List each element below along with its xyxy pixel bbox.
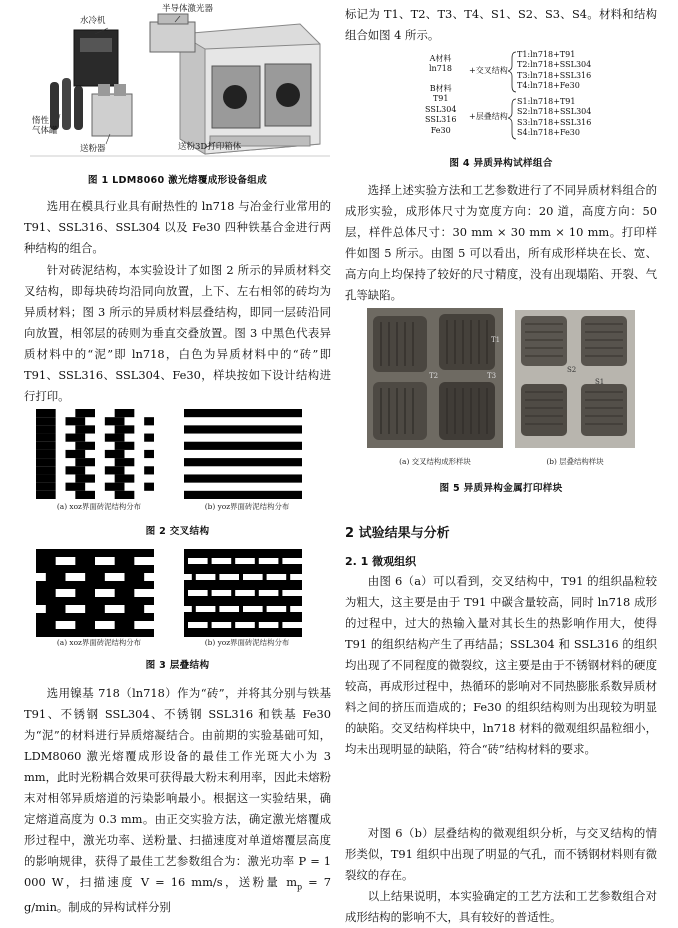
right-paragraph-0: 标记为 T1、T2、T3、T4、S1、S2、S3、S4。材料和结构组合如图 4 所示。 [345,7,657,42]
brick [36,450,56,458]
brick [144,434,154,442]
cross-item: T3:ln718+SSL316 [517,70,592,80]
brick [36,417,56,425]
brick [259,590,279,596]
brick [235,622,255,628]
brick [66,483,86,491]
brick [184,574,192,580]
brick [144,417,154,425]
stripe [184,458,302,466]
stack-structure-label: +层叠结构 [469,112,508,121]
brick [144,450,154,458]
brick [125,573,145,581]
brick [235,590,255,596]
mark-s2: S2 [567,366,577,374]
figure-2b-pattern [184,409,302,499]
stripe [184,409,302,417]
brick [196,606,216,612]
brick [115,474,135,482]
brick [36,491,56,499]
figure-3a-pattern [36,549,154,637]
brick [85,573,105,581]
stripe [184,425,302,433]
mark-t1: T1 [491,336,501,344]
figure-3b-pattern [184,549,302,637]
brick [36,458,56,466]
brick [36,557,56,565]
brick [267,606,287,612]
brick [36,466,56,474]
brick [290,606,302,612]
cross-item: T1:ln718+T91 [517,50,576,59]
brick [36,409,56,417]
brick [115,557,135,565]
brick [36,474,56,482]
stripe [184,442,302,450]
left-paragraph-3-body: 选用镍基 718（ln718）作为“砖”，并将其分别与铁基 T91、不锈钢 SSL304、不锈钢 SSL316 和铁基 Fe30 为“泥”的材料进行异质熔凝结合。由前期的实验基础可知，LDM8060 激光熔覆成形设备的最佳工作光斑大小为 3 mm，此时光粉耦合效果可获得最大粉末利用率，因此未熔粉末对相邻异质熔道的污染影响最小。根据这一实验结果，确定熔道高度为 0.3 mm。由正交实验方法，确定激光熔覆成形过程中，激光功率、送粉量、扫描速度对单道熔覆层高度的影响规律，获得了最佳工艺参数组合为：激光功率 P = 1 000 W，扫描速度 V = 16 mm/s，送粉量 m [24,686,331,889]
brick [36,589,56,597]
section-2-1-heading: 2. 1 微观组织 [345,555,417,568]
mortar-row [36,581,154,589]
right-paragraph-4: 以上结果说明，本实验确定的工艺方法和工艺参数组合对成形结构的影响不大，具有较好的普适性。 [345,889,657,924]
brick [267,574,287,580]
brick [219,606,239,612]
brick [259,622,279,628]
stack-item: S1:ln718+T91 [517,97,576,106]
mark-t2: T2 [429,372,439,380]
figure-5 [345,308,657,473]
figure-1-caption: 图 1 LDM8060 激光熔覆成形设备组成 [87,175,268,186]
mortar-row [36,613,154,621]
left-paragraph-3-subscript: p [297,882,303,892]
brick [115,589,135,597]
brick [188,558,208,564]
stack-items [517,97,591,139]
brick [184,606,192,612]
label-chiller: 水冷机 [80,16,106,26]
cross-item: T4:ln718+Fe30 [517,81,580,91]
brick [282,590,302,596]
brick [75,425,95,433]
brick [105,417,125,425]
brick [243,606,263,612]
brick [188,622,208,628]
figure-4-caption: 图 4 异质异构试样组合 [449,158,553,169]
brick [290,574,302,580]
figure-2a-pattern [36,409,154,499]
brick [282,622,302,628]
mortar-row [36,629,154,637]
brick [66,417,86,425]
brick [75,442,95,450]
brick [212,590,232,596]
brick [36,434,56,442]
stripe [184,474,302,482]
group-a-material: A材料 ln718 [429,54,452,74]
figure-2 [24,409,331,509]
brick [243,574,263,580]
brick [144,466,154,474]
brick [196,574,216,580]
right-paragraph-3: 对图 6（b）层叠结构的微观组织分析，与交叉结构的情形类似，T91 组织中出现了明显的气孔，而不锈钢材料则有微裂纹的存在。 [345,826,657,882]
figure-3a-subcaption: (a) xoz界面砖泥结构分布 [56,638,142,647]
brick [75,589,95,597]
brick [75,409,95,417]
brick [105,466,125,474]
stack-item: S4:ln718+Fe30 [517,128,580,138]
brick [212,622,232,628]
figure-2-caption: 图 2 交叉结构 [145,526,210,537]
brick [144,483,154,491]
figure-3b-subcaption: (b) yoz界面砖泥结构分布 [204,638,290,647]
brick [235,558,255,564]
mortar-row [36,549,154,557]
brick [105,434,125,442]
brick [188,590,208,596]
figure-5a-subcaption: (a) 交叉结构成形样块 [399,457,471,466]
brick [212,558,232,564]
brick [282,558,302,564]
right-paragraph-1: 选择上述实验方法和工艺参数进行了不同异质材料组合的成形实验，成形体尺寸为宽度方向：20 道，高度方向：50 层，样件总体尺寸：30 mm × 30 mm × 10 mm。打印样件如图 5 所示。由图 5 可以看出，所有成形样块在长、宽、高方向上均保持了较好的尺寸精度，没有出现塌陷、开裂、气孔等缺陷。 [345,183,657,302]
stripe [184,491,302,499]
mark-t3: T3 [487,372,497,380]
right-paragraph-2: 由图 6（a）可以看到，交叉结构中，T91 的组织晶粒较为粗大，这主要是由于 T91 中碳含量较高，同时 ln718 成形的过程中，过大的热输入量对其长生的热影响作用大，使得 T91 的组织结构产生了再结晶；SSL304 和 SSL316 的组织均出现了不同程度的微裂纹，这主要是由于不锈钢材料的硬度较高，再成形过程中，热循环的影响对不同热膨胀系数异质材料之间的挤压而造成的；Fe30 的组织结构则为出现较为明显的缺陷。交叉结构样块中，ln718 材料的微观组织晶粒细小，均未出现明显的缺陷，符合“砖”结构材料的要求。 [345,574,657,756]
mortar-row [36,597,154,605]
brick [115,621,135,629]
brick [36,483,56,491]
brick [75,474,95,482]
label-feeder: 送粉器 [80,144,106,154]
brick [115,442,135,450]
brick [115,491,135,499]
label-laser: 半导体激光器 [162,4,214,14]
left-paragraph-2: 针对砖泥结构，本实验设计了如图 2 所示的异质材料交叉结构，即每块砖均沿同向放置，上下、左右相邻的砖均为异质材料；图 3 所示的异质材料层叠结构，即同一层砖沿同向放置，相邻层的砖则为垂直交叠放置。图 3 中黑色代表异质材料中的“泥”即 ln718，白色为异质材料中的“砖”即 T91、SSL316、SSL304、Fe30，样块按如下设计结构进行打印。 [24,263,331,403]
cross-items [517,50,591,92]
brick [46,573,66,581]
brick [66,466,86,474]
figure-2b-subcaption: (b) yoz界面砖泥结构分布 [204,502,290,511]
brick [66,434,86,442]
brick [105,450,125,458]
mark-s1: S1 [595,378,605,386]
left-paragraph-1: 选用在模具行业具有耐热性的 ln718 与冶金行业常用的 T91、SSL316、SSL304 以及 Fe30 四种铁基合金进行两种结构的组合。 [24,199,331,255]
brick [75,621,95,629]
figure-5-caption: 图 5 异质异构金属打印样块 [439,483,563,494]
stack-item: S2:ln718+SSL304 [517,107,592,117]
figure-3 [24,549,331,649]
group-b-material: B材料 T91 SSL304 SSL316 Fe30 [425,84,457,135]
brick [75,557,95,565]
cross-structure-label: +交叉结构 [469,66,508,75]
brick [219,574,239,580]
left-paragraph-3 [24,683,331,918]
left-paragraph-3-tail: = 7 g/min。制成的异构试样分别 [24,875,331,915]
brick [36,442,56,450]
label-printer: 送粉3D打印箱体 [178,142,242,152]
brick [46,605,66,613]
brick [115,458,135,466]
brick [66,450,86,458]
mortar-row [36,565,154,573]
stack-item: S3:ln718+SSL316 [517,117,592,127]
figure-5b-subcaption: (b) 层叠结构样块 [546,457,604,466]
figure-3-caption: 图 3 层叠结构 [145,660,210,671]
figure-4 [395,50,635,145]
figure-2a-subcaption: (a) xoz界面砖泥结构分布 [56,502,142,511]
brick [36,425,56,433]
brick [36,621,56,629]
brick [259,558,279,564]
figure-1 [30,4,330,164]
section-2-heading: 2 试验结果与分析 [345,526,450,541]
brick [75,458,95,466]
brick [115,425,135,433]
brick [85,605,105,613]
brick [105,483,125,491]
brick [75,491,95,499]
cross-item: T2:ln718+SSL304 [517,60,592,70]
brick [115,409,135,417]
brick [125,605,145,613]
label-gas: 惰性 气体罐 [32,116,58,136]
photo-stack-samples [515,310,635,448]
